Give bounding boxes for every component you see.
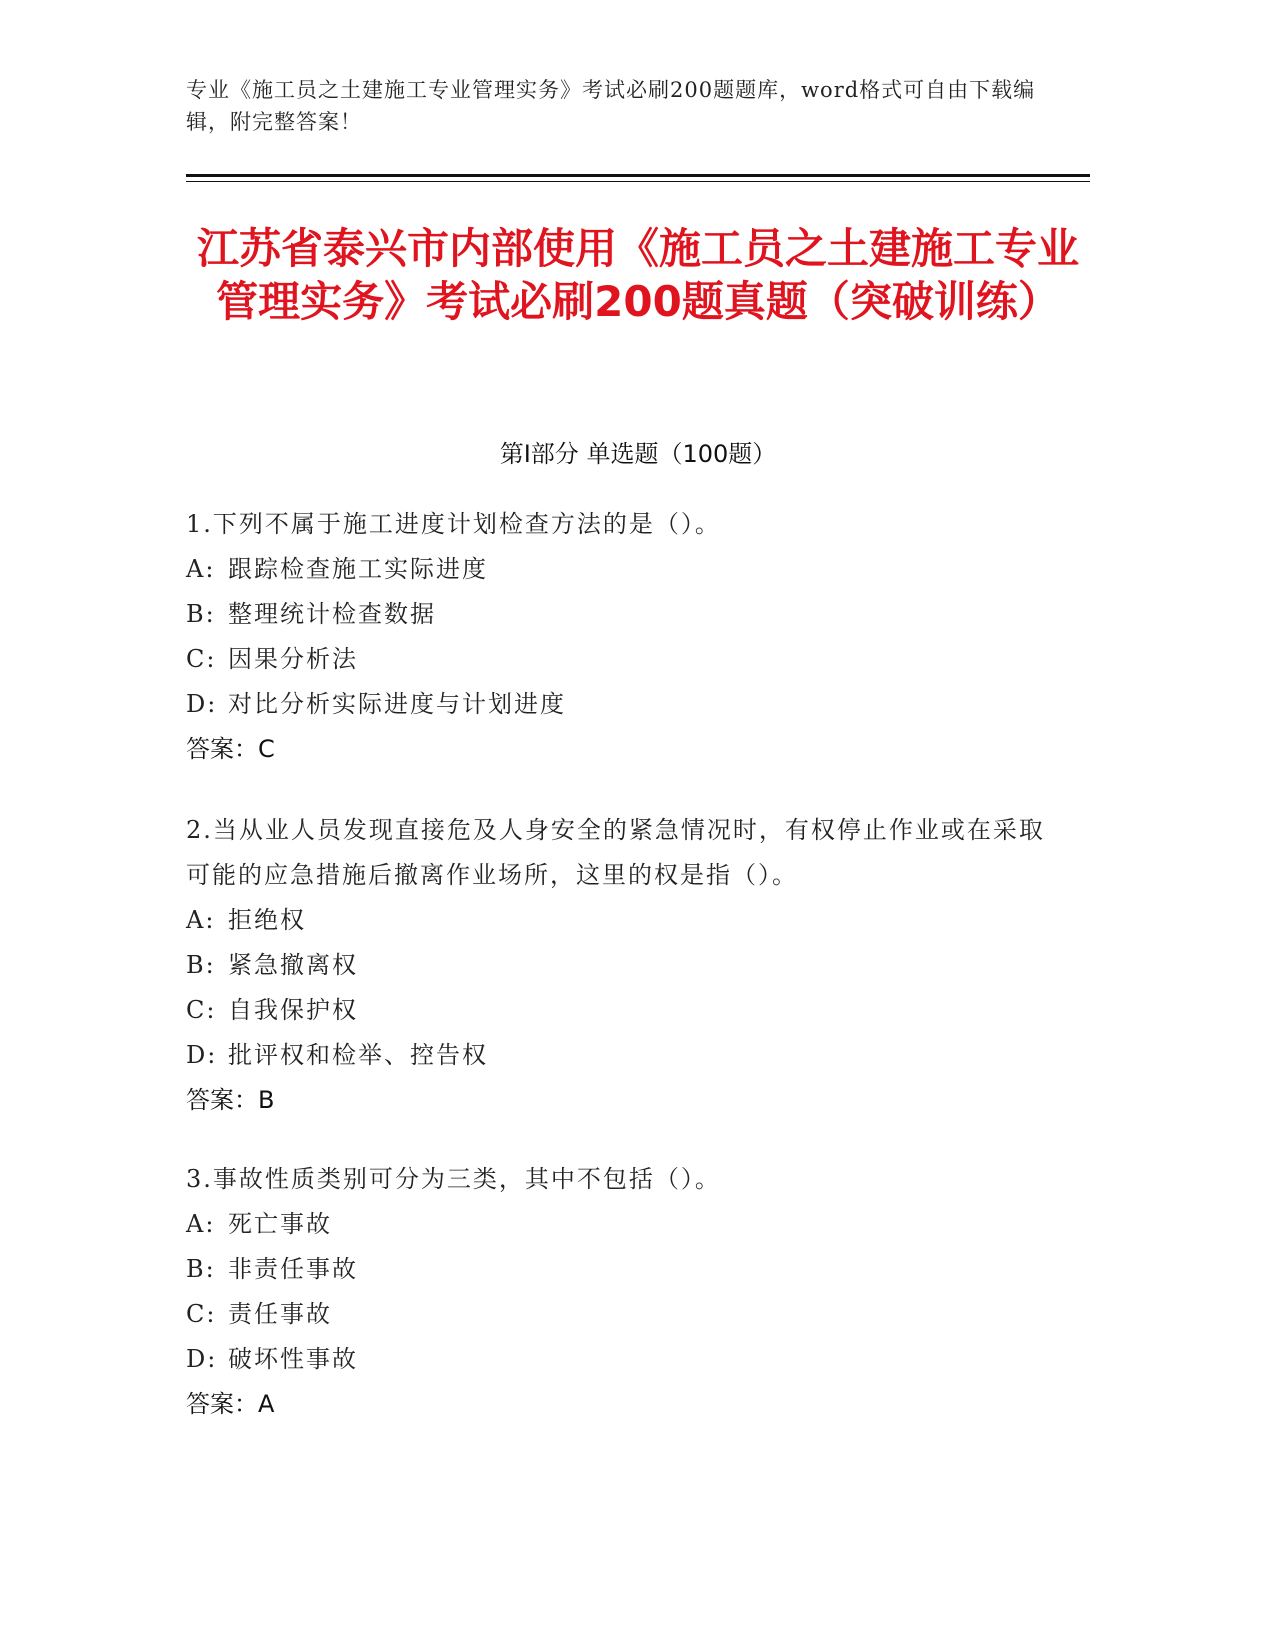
option-d	[186, 682, 1066, 727]
document-title: 江苏省泰兴市内部使用《施工员之土建施工专业管理实务》考试必刷200题真题（突破训练）	[196, 224, 1079, 326]
option-text: 批评权和检举、控告权	[228, 1041, 488, 1069]
option-text: 整理统计检查数据	[228, 600, 436, 628]
option-key: B:	[186, 951, 216, 979]
option-c	[186, 988, 1066, 1033]
option-key: D:	[186, 1041, 218, 1069]
option-key: C:	[186, 1300, 217, 1328]
option-key: B:	[186, 1255, 216, 1283]
question-2	[186, 808, 1066, 1123]
option-c	[186, 637, 1066, 682]
question-answer: 答案：C	[186, 735, 275, 763]
section-heading: 第Ⅰ部分 单选题（100题）	[499, 440, 777, 468]
option-text: 紧急撤离权	[228, 951, 358, 979]
option-b	[186, 592, 1066, 637]
option-key: D:	[186, 1345, 218, 1373]
option-key: A:	[186, 1210, 216, 1238]
option-d	[186, 1337, 1066, 1382]
option-a	[186, 898, 1066, 943]
question-3	[186, 1157, 1066, 1427]
option-a	[186, 547, 1066, 592]
question-stem: 3.事故性质类别可分为三类，其中不包括（）。	[186, 1165, 721, 1193]
question-stem: 1.下列不属于施工进度计划检查方法的是（）。	[186, 510, 721, 538]
option-key: D:	[186, 690, 218, 718]
option-text: 自我保护权	[228, 996, 358, 1024]
option-text: 因果分析法	[228, 645, 358, 673]
option-a	[186, 1202, 1066, 1247]
option-text: 对比分析实际进度与计划进度	[228, 690, 566, 718]
option-c	[186, 1292, 1066, 1337]
option-text: 跟踪检查施工实际进度	[228, 555, 488, 583]
header-divider-thick	[186, 174, 1090, 177]
option-key: B:	[186, 600, 216, 628]
option-key: A:	[186, 906, 216, 934]
option-key: C:	[186, 645, 217, 673]
question-answer: 答案：B	[186, 1086, 275, 1114]
option-text: 非责任事故	[228, 1255, 358, 1283]
option-text: 破坏性事故	[228, 1345, 358, 1373]
header-note: 专业《施工员之土建施工专业管理实务》考试必刷200题题库，word格式可自由下载编辑，附完整答案！	[186, 78, 1036, 134]
option-key: C:	[186, 996, 217, 1024]
option-b	[186, 1247, 1066, 1292]
question-1	[186, 502, 1066, 772]
option-key: A:	[186, 555, 216, 583]
option-b	[186, 943, 1066, 988]
question-stem: 2.当从业人员发现直接危及人身安全的紧急情况时，有权停止作业或在采取可能的应急措施后撤离作业场所，这里的权是指（）。	[186, 816, 1045, 889]
option-d	[186, 1033, 1066, 1078]
question-answer: 答案：A	[186, 1390, 275, 1418]
option-text: 死亡事故	[228, 1210, 332, 1238]
header-divider-thin	[186, 181, 1090, 182]
option-text: 责任事故	[228, 1300, 332, 1328]
option-text: 拒绝权	[228, 906, 306, 934]
